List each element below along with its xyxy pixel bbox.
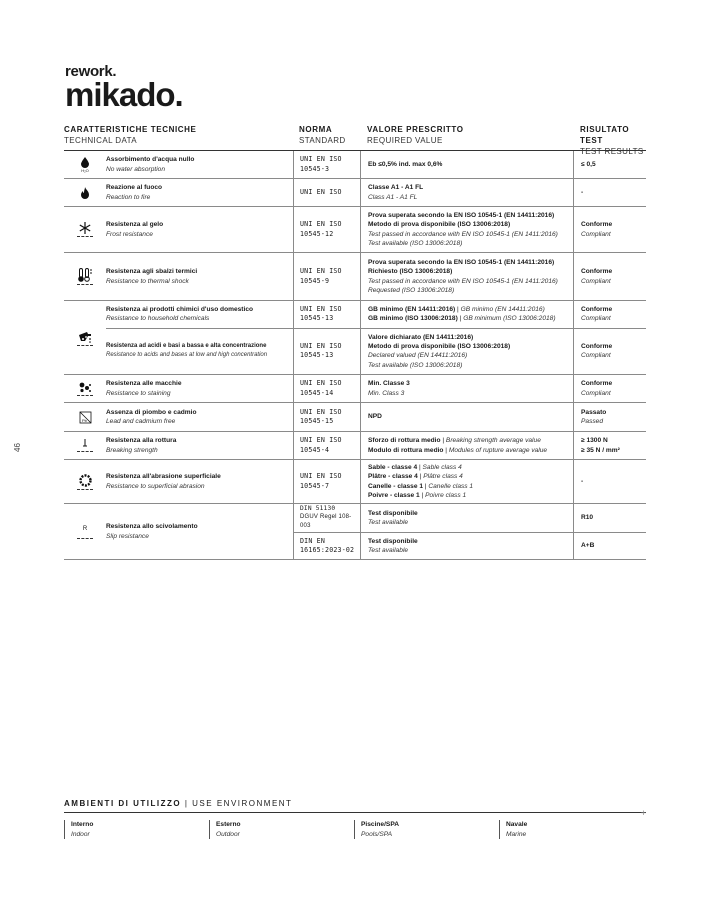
test-result: ≤ 0,5: [581, 160, 596, 168]
property-name: Assorbimento d'acqua nullo: [106, 156, 195, 164]
property-name: Resistenza all'abrasione superficiale: [106, 473, 221, 481]
required-value: Sable - classe 4: [368, 464, 418, 472]
technical-data-table: [64, 123, 646, 560]
property-name: Resistenza ad acidi e basi a bassa e alta concentrazione: [106, 343, 267, 350]
header-col1-it: CARATTERISTICHE TECNICHE: [64, 125, 197, 134]
header-col4-it: RISULTATO TEST: [580, 125, 630, 145]
property-name-en: Resistance to household chemicals: [106, 315, 210, 323]
property-name: Resistenza al gelo: [106, 221, 164, 229]
test-result: -: [581, 188, 584, 196]
table-row: [64, 207, 646, 253]
required-value-en: Requested (ISO 13006:2018): [368, 286, 455, 294]
table-row: [64, 179, 646, 207]
standard-code: 10545-13: [300, 314, 334, 323]
test-result: Conforme: [581, 306, 613, 314]
table-row: [64, 504, 646, 560]
required-value-en: Test available: [368, 518, 409, 526]
property-name: Assenza di piombo e cadmio: [106, 408, 197, 416]
required-value-en: GB minimo (EN 14411:2016): [460, 306, 545, 314]
property-name-en: Reaction to fire: [106, 193, 151, 201]
required-value: Prova superata secondo la EN ISO 10545-1 (EN 14411:2016): [368, 212, 555, 220]
brand-logo: [65, 63, 183, 113]
test-result: Conforme: [581, 343, 613, 351]
env-title-en: USE ENVIRONMENT: [192, 799, 293, 808]
required-value-en: Declared valued (EN 14411:2016): [368, 352, 468, 360]
standard: DIN EN: [300, 536, 326, 545]
required-value: Metodo di prova disponibile (ISO 13006:2018): [368, 221, 511, 229]
required-value: Prova superata secondo la EN ISO 10545-1 (EN 14411:2016): [368, 259, 555, 267]
required-value-en: Plâtre class 4: [423, 473, 463, 481]
chemical-icon: [64, 301, 106, 374]
table-row: [64, 253, 646, 301]
required-value-en: Breaking strength average value: [445, 437, 541, 445]
water-drop-icon: H₂O: [64, 157, 106, 173]
required-value: GB minimo (EN 14411:2016): [368, 306, 456, 314]
table-row: Resistenza alla rottura Breaking strength UNI EN ISO 10545-4 Sforzo di rottura medio | Breaking strength average value Modulo di rottura medio | Modules of rupture average value ≥ 1300 N ≥ 35 N / mm²: [64, 432, 646, 460]
test-result-en: Compliant: [581, 230, 611, 238]
snowflake-icon: [64, 222, 106, 237]
property-name-en: Resistance to superficial abrasion: [106, 482, 205, 490]
required-value: Eb ≤0,5% ind. max 0,6%: [368, 160, 443, 168]
standard: UNI EN ISO: [300, 187, 342, 196]
required-value-en: Test passed in accordance with EN ISO 10545-1 (EN 1411:2016): [368, 277, 558, 285]
standard-code: 10545-3: [300, 164, 330, 173]
standard: UNI EN ISO: [300, 305, 342, 314]
header-col3-en: REQUIRED VALUE: [367, 136, 443, 145]
thermometer-icon: [64, 268, 106, 285]
slip-icon-letter: R: [82, 525, 88, 532]
env-item-label-en: Indoor: [71, 830, 90, 838]
svg-text:Pb: Pb: [81, 417, 87, 423]
standard-code: 16165:2023-02: [300, 545, 355, 554]
property-name-en: No water absorption: [106, 165, 166, 173]
test-result: ≥ 35 N / mm²: [581, 446, 620, 454]
standard: UNI EN ISO: [300, 379, 342, 388]
env-item-label: Navale: [506, 821, 528, 828]
property-name: Resistenza ai prodotti chimici d'uso domestico: [106, 306, 254, 314]
flame-icon: [64, 187, 106, 199]
required-value: Poivre - classe 1: [368, 491, 420, 499]
required-value: NPD: [368, 413, 382, 421]
required-value-en: Poivre class 1: [425, 491, 467, 499]
use-environment-title: [64, 799, 646, 813]
stain-icon: [64, 382, 106, 396]
required-value: Canelle - classe 1: [368, 482, 423, 490]
test-result: Conforme: [581, 380, 613, 388]
plus-icon: +: [640, 808, 646, 818]
test-result-en: Compliant: [581, 352, 611, 360]
abrasion-icon: [64, 474, 106, 490]
required-value: Classe A1 - A1 FL: [368, 184, 424, 192]
required-value: Sforzo di rottura medio: [368, 437, 441, 445]
table-header: [64, 123, 646, 156]
test-result: -: [581, 477, 584, 485]
env-item-outdoor: [209, 820, 354, 839]
required-value: Test disponibile: [368, 537, 418, 545]
table-row: [64, 375, 646, 403]
brand-line2: mikado.: [65, 76, 183, 113]
required-value-en: Test available: [368, 546, 409, 554]
property-name: Reazione al fuoco: [106, 184, 163, 192]
property-name: Resistenza alla rottura: [106, 437, 177, 445]
table-row: Resistenza ai prodotti chimici d'uso domestico Resistance to household chemicals UNI EN ISO 10545-13 GB minimo (EN 14411:2016) | GB minimo (EN 14411:2016) GB minimo (ISO 13006:2018) | GB minimum (ISO 13006:2018) Conforme Compliant Resistenza ad acidi e basi a bassa e alta concentrazione Resistance to acids and bases at low and high concentration UNI EN ISO 10545-13 Valore dichiarato (EN 14411:2016) Metodo di prova disponibile (ISO 13006:2018) Declared valued (EN 14411:2016) Test available (ISO 13006:2018) Conforme Compliant: [64, 301, 646, 375]
page-number: 46: [13, 443, 22, 452]
required-value: Metodo di prova disponibile (ISO 13006:2018): [368, 343, 511, 351]
required-value-en: Sable class 4: [422, 464, 462, 472]
required-value-en: Class A1 - A1 FL: [368, 193, 418, 201]
standard: UNI EN ISO: [300, 407, 342, 416]
test-result: Passato: [581, 408, 607, 416]
required-value: Min. Classe 3: [368, 380, 410, 388]
env-item-pools: [354, 820, 499, 839]
env-item-label-en: Outdoor: [216, 830, 240, 838]
required-value: Test disponibile: [368, 509, 418, 517]
standard-code: 10545-14: [300, 388, 334, 397]
property-name: Resistenza agli sbalzi termici: [106, 268, 198, 276]
env-title-separator: |: [184, 799, 189, 808]
required-value-en: GB minimum (ISO 13006:2018): [463, 315, 556, 323]
standard-code: DGUV Regel 108-003: [300, 514, 352, 530]
table-row: [64, 403, 646, 432]
no-lead-icon: [64, 411, 106, 424]
env-item-label-en: Pools/SPA: [361, 830, 393, 838]
required-value: Plâtre - classe 4: [368, 473, 418, 481]
property-name-en: Resistance to staining: [106, 389, 171, 397]
test-result: Conforme: [581, 268, 613, 276]
required-value: GB minimo (ISO 13006:2018): [368, 315, 458, 323]
required-value-en: Canelle class 1: [428, 482, 474, 490]
slip-icon: [64, 525, 106, 539]
required-value-en: Test passed in accordance with EN ISO 10545-1 (EN 1411:2016): [368, 230, 558, 238]
env-item-label: Esterno: [216, 821, 241, 828]
required-value: Valore dichiarato (EN 14411:2016): [368, 333, 474, 341]
env-item-marine: [499, 820, 644, 839]
use-environment-section: [64, 799, 646, 839]
table-row: Resistenza all'abrasione superficiale Resistance to superficial abrasion UNI EN ISO 10545-7 Sable - classe 4 | Sable class 4 Plâtre - classe 4 | Plâtre class 4 Canelle - classe 1 | Canelle class 1 Poivre - classe 1 | Poivre class 1 -: [64, 460, 646, 504]
required-value-en: Test available (ISO 13006:2018): [368, 239, 463, 247]
required-value-en: Test available (ISO 13006:2018): [368, 361, 463, 369]
test-result: ≥ 1300 N: [581, 437, 608, 445]
standard-code: 10545-7: [300, 481, 330, 490]
standard: UNI EN ISO: [300, 472, 342, 481]
breaking-strength-icon: [64, 439, 106, 452]
property-name-en: Breaking strength: [106, 446, 158, 454]
test-result-en: Compliant: [581, 389, 611, 397]
standard-code: 10545-4: [300, 445, 330, 454]
test-result: A+B: [581, 542, 595, 550]
header-col3-it: VALORE PRESCRITTO: [367, 125, 464, 134]
standard: UNI EN ISO: [300, 342, 342, 351]
brand-line1: rework.: [65, 63, 117, 80]
header-col4-en: TEST RESULTS: [580, 147, 644, 156]
test-result: R10: [581, 514, 594, 522]
required-value: Modulo di rottura medio: [368, 446, 444, 454]
standard: DIN 51130: [300, 505, 336, 512]
env-item-indoor: [64, 820, 209, 839]
test-result-en: Passed: [581, 418, 603, 425]
standard: UNI EN ISO: [300, 436, 342, 445]
test-result-en: Compliant: [581, 315, 611, 323]
property-name-en: Lead and cadmium free: [106, 418, 176, 425]
standard-code: 10545-15: [300, 417, 334, 425]
header-col2-en: STANDARD: [299, 136, 346, 145]
property-name-en: Resistance to thermal shock: [106, 277, 189, 285]
test-result: Conforme: [581, 221, 613, 229]
header-col1-en: TECHNICAL DATA: [64, 136, 138, 145]
standard-code: 10545-13: [300, 351, 334, 360]
env-item-label: Interno: [71, 821, 94, 828]
env-title-it: AMBIENTI DI UTILIZZO: [64, 799, 182, 808]
header-col2-it: NORMA: [299, 125, 333, 134]
standard: UNI EN ISO: [300, 155, 342, 164]
property-name: Resistenza alle macchie: [106, 380, 182, 388]
standard-code: 10545-9: [300, 276, 330, 285]
property-name: Resistenza allo scivolamento: [106, 523, 198, 531]
standard: UNI EN ISO: [300, 220, 342, 229]
standard: UNI EN ISO: [300, 267, 342, 276]
required-value-en: Min. Class 3: [368, 389, 405, 397]
standard-code: 10545-12: [300, 229, 334, 238]
property-name-en: Resistance to acids and bases at low and high concentration: [106, 352, 268, 359]
env-item-label: Piscine/SPA: [361, 821, 399, 828]
property-name-en: Slip resistance: [106, 532, 149, 540]
required-value: Richiesto (ISO 13006:2018): [368, 268, 453, 276]
env-item-label-en: Marine: [506, 830, 527, 838]
required-value-en: Modules of rupture average value: [448, 446, 548, 454]
property-name-en: Frost resistance: [106, 230, 153, 238]
test-result-en: Compliant: [581, 277, 611, 285]
table-row: [64, 151, 646, 179]
